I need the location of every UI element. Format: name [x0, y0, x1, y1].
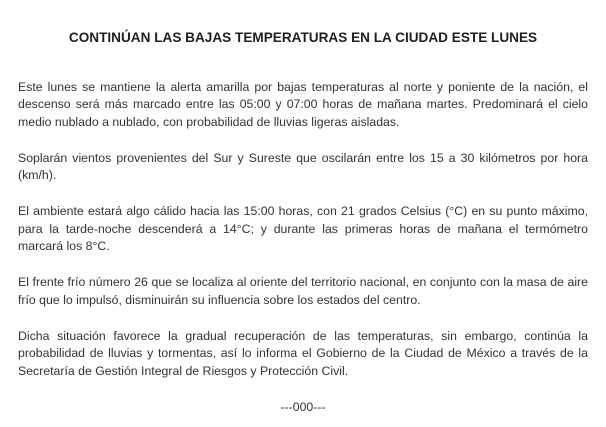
paragraph-recuperacion: Dicha situación favorece la gradual recuperación de las temperaturas, sin embargo, continúa la probabilidad de lluvias y tormentas, así lo informa el Gobierno de la Ciudad de México a través de la Secretaría de Gestión Integral de Riesgos y Protección Civil.	[18, 328, 588, 378]
article-body	[18, 79, 588, 380]
article-title: CONTINÚAN LAS BAJAS TEMPERATURAS EN LA CIUDAD ESTE LUNES	[68, 30, 538, 45]
paragraph-frente-frio: El frente frío número 26 que se localiza al oriente del territorio nacional, en conjunto con la masa de aire frío que lo impulsó, disminuirán su influencia sobre los estados del centro.	[18, 275, 588, 307]
paragraph-alerta: Este lunes se mantiene la alerta amarilla por bajas temperaturas al norte y poniente de la nación, el descenso será más marcado entre las 05:00 y 07:00 horas de mañana martes. Predominará el cielo medio nublado a nublado, con probabilidad de lluvias ligeras aisladas.	[18, 80, 588, 129]
paragraph-temperaturas: El ambiente estará algo cálido hacia las 15:00 horas, con 21 grados Celsius (°C) en su punto máximo, para la tarde-noche descenderá a 14°C; y durante las primeras horas de mañana el termómetro marcará los 8°C.	[18, 204, 588, 254]
end-mark: ---000---	[280, 399, 326, 414]
paragraph-vientos: Soplarán vientos provenientes del Sur y Sureste que oscilarán entre los 15 a 30 kilómetros por hora (km/h).	[18, 150, 588, 183]
